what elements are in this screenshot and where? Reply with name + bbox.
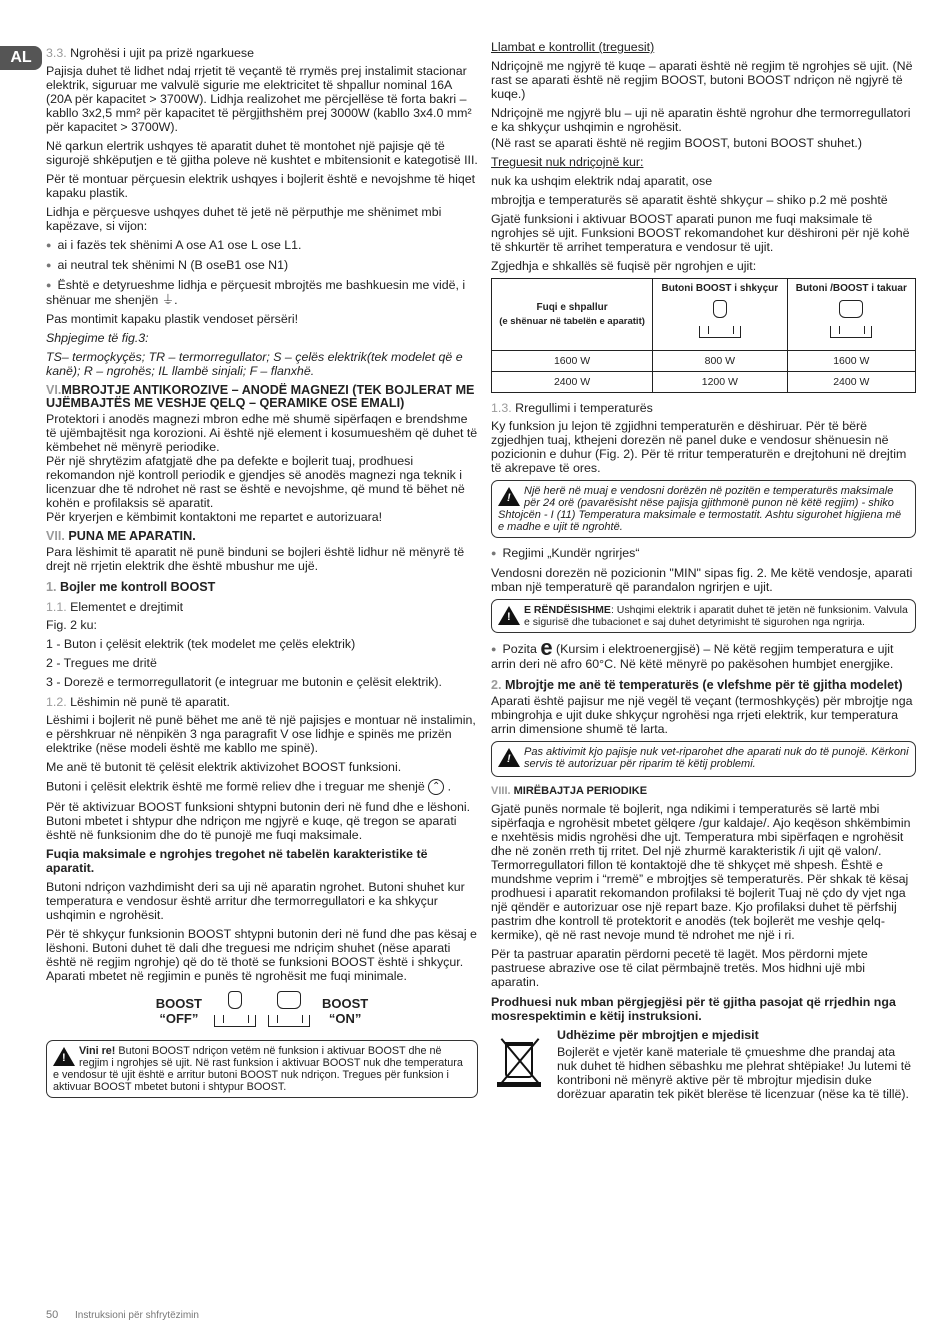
table-row bbox=[492, 372, 916, 393]
bullet-item: ● ai i fazës tek shënimi A ose A1 ose L ose L1. bbox=[46, 238, 478, 253]
section-3-3-heading: 3.3. Ngrohësi i ujit pa prizë ngarkuese bbox=[46, 46, 255, 60]
environment-section bbox=[491, 1028, 916, 1106]
paragraph: Prodhuesi nuk mban përgjegjësi për të gjitha pasojat që rrjedhin nga mosrespektimin e këtij instruksioni. bbox=[491, 995, 896, 1023]
paragraph: Ky funksion ju lejon të zgjidhni temperaturën e dëshiruar. Për të bërë zgjedhjen tuaj, kthejeni dorezën në panel duke e vendosur shënuesin në pozicionin e duhur (Fig. 2). Për të rritur temperaturën e drejtohuni në drejtim të akrepave të ores. bbox=[491, 419, 907, 475]
paragraph: Për të montuar përçuesin elektrik ushqyes i bojlerit është e nevojshme të hiqet kapaku plastik. bbox=[46, 172, 476, 200]
table-cell: 1200 W bbox=[653, 372, 787, 393]
table-header-cell: Fuqi e shpallur (e shënuar në tabelën e aparatit) bbox=[492, 279, 653, 351]
section-6-heading: VI.MBROJTJE ANTIKOROZIVE – ANODË MAGNEZI (TEK BOJLERAT ME UJËMBAJTËS ME VESHJE QELQ – QERAMIKE OSE EMALI) bbox=[46, 383, 475, 410]
crossed-bin-icon bbox=[491, 1028, 549, 1088]
table-cell: 1600 W bbox=[492, 351, 653, 372]
warning-icon bbox=[498, 606, 520, 625]
page-footer bbox=[46, 1308, 199, 1323]
boost-symbol-icon: ⌃ bbox=[428, 779, 444, 795]
paragraph: Shpjegime të fig.3: bbox=[46, 331, 149, 345]
boost-off-label: BOOST “OFF” bbox=[155, 995, 202, 1026]
table-cell: 800 W bbox=[653, 351, 787, 372]
paragraph: Fuqia maksimale e ngrohjes tregohet në tabelën karakteristike të aparatit. bbox=[46, 847, 428, 875]
paragraph: TS– termoçkyçës; TR – termorregullator; S – çelës elektrik(tek modelet që e kanë); R – ngrohës; IL llambë sinjali; F – flanxhë. bbox=[46, 350, 463, 378]
boost-off-icon bbox=[214, 991, 256, 1030]
paragraph: Fig. 2 ku: bbox=[46, 618, 97, 632]
table-header-cell: Butoni /BOOST i takuar bbox=[787, 279, 915, 351]
footer-text: Instruksioni për shfrytëzimin bbox=[75, 1310, 199, 1321]
boost-diagram bbox=[46, 991, 478, 1030]
warning-note: ! Vini re! Butoni BOOST ndriçon vetëm në funksion i aktivuar BOOST dhe në regjim i ngrohjes së ujit. Në rast funksion i aktivuar BOOST nuk dhe temperatura e vendosur të ujit është e arritur butoni BOOST nuk ndriçon. Tregues për funksion i aktivuar BOOST mbetet butoni i shtypur BOOST. bbox=[46, 1040, 478, 1098]
bullet-item: ● Është e detyrueshme lidhja e përçuesit mbrojtës me bashkuesin me vidë, i shënuar me shenjën ⏚. bbox=[46, 278, 478, 307]
section-1-3-heading: 1.3. Rregullimi i temperaturës bbox=[491, 401, 653, 415]
paragraph: Për ta pastruar aparatin përdorni pecetë të lagët. Mos përdorni mjete pastruese abrazive ose të cilat përmbajnë tretës. Mos hidhni ujë mbi aparatin. bbox=[491, 947, 868, 989]
paragraph: Vendosni dorezën në pozicionin "MIN" sipas fig. 2. Me këtë vendosje, aparati mban një temperaturë që parandalon ngrirjen e ujit. bbox=[491, 566, 913, 594]
paragraph: Ndriçojnë me ngjyrë blu – uji në aparatin është ngrohur dhe termorregullatori e ka shkyçur ushqimin e ngrohësit. bbox=[491, 106, 911, 134]
paragraph: Gjatë punës normale të bojlerit, nga ndikimi i temperaturës së lartë mbi sipërfaqja e ngrohësit mbetet gëlqere /gur kaldaje/. Ajo keqëson shkëmbimin e nxehtësis midis ngrohësi dhe ujt. Temperatura mbi sipërfaqen e ngrohësit dhe në zonën rreth tij rritet. Del një zhurmë karakteristik /i ujit që valon/. Termorregullatori fillon të kontaktojë dhe të shkyçet më shpesh. Është e mundshme veprim i “rremë” e mbrojtjes së temperaturës. Për shkak të kësaj prodhuesi i aparatit rekomandon profilaksi të bojlerit Tuaj në çdo dy vjet nga një qëndër e autorizuar ose një repart baze. Kjo profilaksi duhet të përfshij pastrim dhe kontroll të protektorit e anodës (tek bojlerët me veshje qelq-kermike), që në rast nevoje mund të ndrohet me një i ri. bbox=[491, 802, 911, 942]
paragraph: Gjatë funksioni i aktivuar BOOST aparati punon me fuqi maksimale të ngrohjes së ujit. Funksioni BOOST rekomandohet kur dëshironi për një kohë të shkurtër të arrihet temperatura e vendosur të ujit. bbox=[491, 212, 910, 254]
warning-icon bbox=[498, 487, 520, 506]
section-7-heading: VII. PUNA ME APARATIN. bbox=[46, 529, 196, 543]
bullet-item: ● ai neutral tek shënimi N (B oseB1 ose N1) bbox=[46, 258, 478, 273]
paragraph: Zgjedhja e shkallës së fuqisë për ngrohjen e ujit: bbox=[491, 259, 757, 273]
paragraph: Butoni ndriçon vazhdimisht deri sa uji në aparatin ngrohet. Butoni shuhet kur temperatura e vendosur është arritur dhe termorregullatori e ka shkyçur ushqimin e ngrohësit. bbox=[46, 880, 465, 922]
paragraph: Për të aktivizuar BOOST funksioni shtypni butonin deri në fund dhe e lëshoni. Butoni mbetet i shtypur dhe ndriçon me ngjyrë e kuqe, që tregon se aparati është në funksionim dhe do të punojë me fuqi maksimale. bbox=[46, 800, 471, 842]
subheading: Llambat e kontrollit (treguesit) bbox=[491, 40, 655, 54]
language-tab: AL bbox=[0, 46, 42, 70]
bullet-item: ● Pozita e (Kursim i elektroenergjisë) – Në këtë regjim temperatura e ujit arrin deri në afro 60°C. Në këtë mënyrë po pakësohen humbjet energjike. bbox=[491, 641, 916, 671]
paragraph: Pajisja duhet të lidhet ndaj rrjetit të veçantë të rrymës prej instalimit stacionar elektrik, siguruar me valvulë sigurie me elektricitet të shpallur nominal 16A (20A për kapacitet > 3700W). Lidhja realizohet me përcjellëse të forta bakri – kabllo 3x2,5 mm² për kapacitet të përgjithshëm prej 3000W (kabllo 3x4.0 mm² për kapacitet > 3700W). bbox=[46, 64, 472, 134]
section-8-heading: VIII. MIRËBAJTJA PERIODIKE bbox=[491, 785, 648, 797]
warning-icon bbox=[498, 748, 520, 767]
env-text: Bojlerët e vjetër kanë materiale të çmueshme dhe prandaj ata nuk duhet të hidhen sëbashku me plehrat shtëpiake! Ju lutemi të kontriboni në mënyrë aktive për të mbrojtur mjedisin duke dorëzuar aparatin tek pikët blerëse të licenzuar (nëse ka të tillë). bbox=[557, 1045, 912, 1101]
boost-on-icon bbox=[268, 991, 310, 1030]
paragraph: Protektori i anodës magnezi mbron edhe më shumë sipërfaqen e brendshme të ujëmbajtësit nga korozioni. Ai është një element i kosumueshëm që duhet të këmbehet në mënyrë periodike. bbox=[46, 412, 478, 454]
paragraph: Aparati është pajisur me një vegël të veçant (termoshkyçës) për mbrojtje nga mbingrohja e ujit duke shkyçur ngrohësi nga rrjeti elektrik, kur temperatura arrin dimensione shumë të larta. bbox=[491, 694, 913, 736]
section-2-heading: 2. Mbrojtje me anë të temperaturës (e vlefshme për të gjitha modelet) bbox=[491, 678, 903, 692]
paragraph: Për të shkyçur funksionin BOOST shtypni butonin deri në fund dhe pas kësaj e lëshoni. Butoni duhet të dali dhe treguesi me ndriçim shuhet (nëse aparati është në regjim ngrohje) që do të thotë se funksioni BOOST është i shkyçur. Aparati mbetet në regjimin e punës të ngrohësit me fuqi minimale. bbox=[46, 927, 477, 983]
table-header-row bbox=[492, 279, 916, 351]
important-note: ! E RËNDËSISHME: Ushqimi elektrik i aparatit duhet të jetën në funksionim. Valvula e sigurisë dhe tubacionet e saj duhet detyrimisht të sigurohen nga ngrirja. bbox=[491, 599, 916, 633]
paragraph: Lidhja e përçuesve ushqyes duhet të jetë në përputhje me shënimet mbi kapëzave, si vijon: bbox=[46, 205, 442, 233]
paragraph: Butoni i çelësit elektrik është me formë reliev dhe i treguar me shenjë ⌃ . bbox=[46, 779, 452, 794]
bullet-item: ● Regjimi „Kundër ngrirjes“ bbox=[491, 546, 916, 561]
paragraph: Në qarkun elertrik ushqyes të aparatit duhet të montohet një pajisje që të sigurojë shkëputjen e të gjitha poleve në kushtet e mbitensionit e kategotisë III. bbox=[46, 139, 478, 167]
paragraph: 1 - Buton i çelësit elektrik (tek modelet me çelës elektrik) bbox=[46, 637, 356, 651]
paragraph: Për një shrytëzim afatgjatë dhe pa defekte e bojlerit tuaj, prodhuesi rekomandon një kontroll periodik e gjendjes së anodës magnezi nga teknik i licenzuar dhe të ndrohet në rast se është e nevojshme, që mund të bëhet në kohën e profilaksis së aparatit. bbox=[46, 454, 465, 510]
env-title: Udhëzime për mbrojtjen e mjedisit bbox=[557, 1028, 759, 1042]
section-1-2-heading: 1.2. Lëshimin në punë të aparatit. bbox=[46, 695, 230, 709]
repair-note: ! Pas aktivimit kjo pajisje nuk vet-riparohet dhe aparati nuk do të punojë. Kërkoni servis të autorizuar për riparim të këtij problemi. bbox=[491, 741, 916, 777]
section-1-heading: 1. Bojler me kontroll BOOST bbox=[46, 580, 216, 594]
table-cell: 1600 W bbox=[787, 351, 915, 372]
paragraph: Për kryerjen e këmbimit kontaktoni me repartet e autorizuara! bbox=[46, 510, 383, 524]
left-column bbox=[46, 40, 478, 1106]
section-1-1-heading: 1.1. Elementet e drejtimit bbox=[46, 600, 184, 614]
paragraph: nuk ka ushqim elektrik ndaj aparatit, ose bbox=[491, 174, 713, 188]
power-table bbox=[491, 278, 916, 393]
paragraph: Para lëshimit të aparatit në punë binduni se bojleri është lidhur në mënyrë të drejt në rrjetin elektrik dhe është mbushur me ujë. bbox=[46, 545, 465, 573]
paragraph: 3 - Dorezë e termorregullatorit (e integruar me butonin e çelësit elektrik). bbox=[46, 675, 442, 689]
info-note: ! Një herë në muaj e vendosni dorëzën në pozitën e temperaturës maksimale për 24 orë (pavarësisht nëse pajisja gjithmonë punon në këtë regjim) - shiko Shtojcën - I (11) Temperatura maksimale e termostatit. Ashtu sigurohet higjiena më e madhe e ujit të ngrohtë. bbox=[491, 480, 916, 538]
right-column bbox=[491, 40, 916, 1106]
paragraph: 2 - Tregues me dritë bbox=[46, 656, 157, 670]
subheading: Treguesit nuk ndriçojnë kur: bbox=[491, 155, 644, 169]
table-header-cell: Butoni BOOST i shkyçur bbox=[653, 279, 787, 351]
paragraph: (Në rast se aparati është në regjim BOOST, butoni BOOST shuhet.) bbox=[491, 136, 862, 150]
table-cell: 2400 W bbox=[492, 372, 653, 393]
paragraph: Me anë të butonit të çelësit elektrik aktivizohet BOOST funksioni. bbox=[46, 760, 402, 774]
paragraph: Lëshimi i bojlerit në punë bëhet me anë të një pajisjes e montuar në instalimin, e përshkruar në nënpikën 3 nga paragrafit V ose lidhje e spinës me prizën elektrike (nëse modeli është me kabllo me spinë). bbox=[46, 713, 476, 755]
paragraph: mbrojtja e temperaturës së aparatit është shkyçur – shiko p.2 më poshtë bbox=[491, 193, 888, 207]
table-row bbox=[492, 351, 916, 372]
page-number: 50 bbox=[46, 1309, 59, 1321]
eco-mode-icon: e bbox=[540, 635, 553, 660]
paragraph: Pas montimit kapaku plastik vendoset përsëri! bbox=[46, 312, 299, 326]
warning-icon bbox=[53, 1047, 75, 1066]
boost-on-label: BOOST “ON” bbox=[322, 995, 369, 1026]
paragraph: Ndriçojnë me ngjyrë të kuqe – aparati është në regjim të ngrohjes së ujit. (Në rast se aparati është në regjim BOOST, butoni BOOST ndriçon në ngjyrë të kuqe.) bbox=[491, 59, 913, 101]
table-cell: 2400 W bbox=[787, 372, 915, 393]
